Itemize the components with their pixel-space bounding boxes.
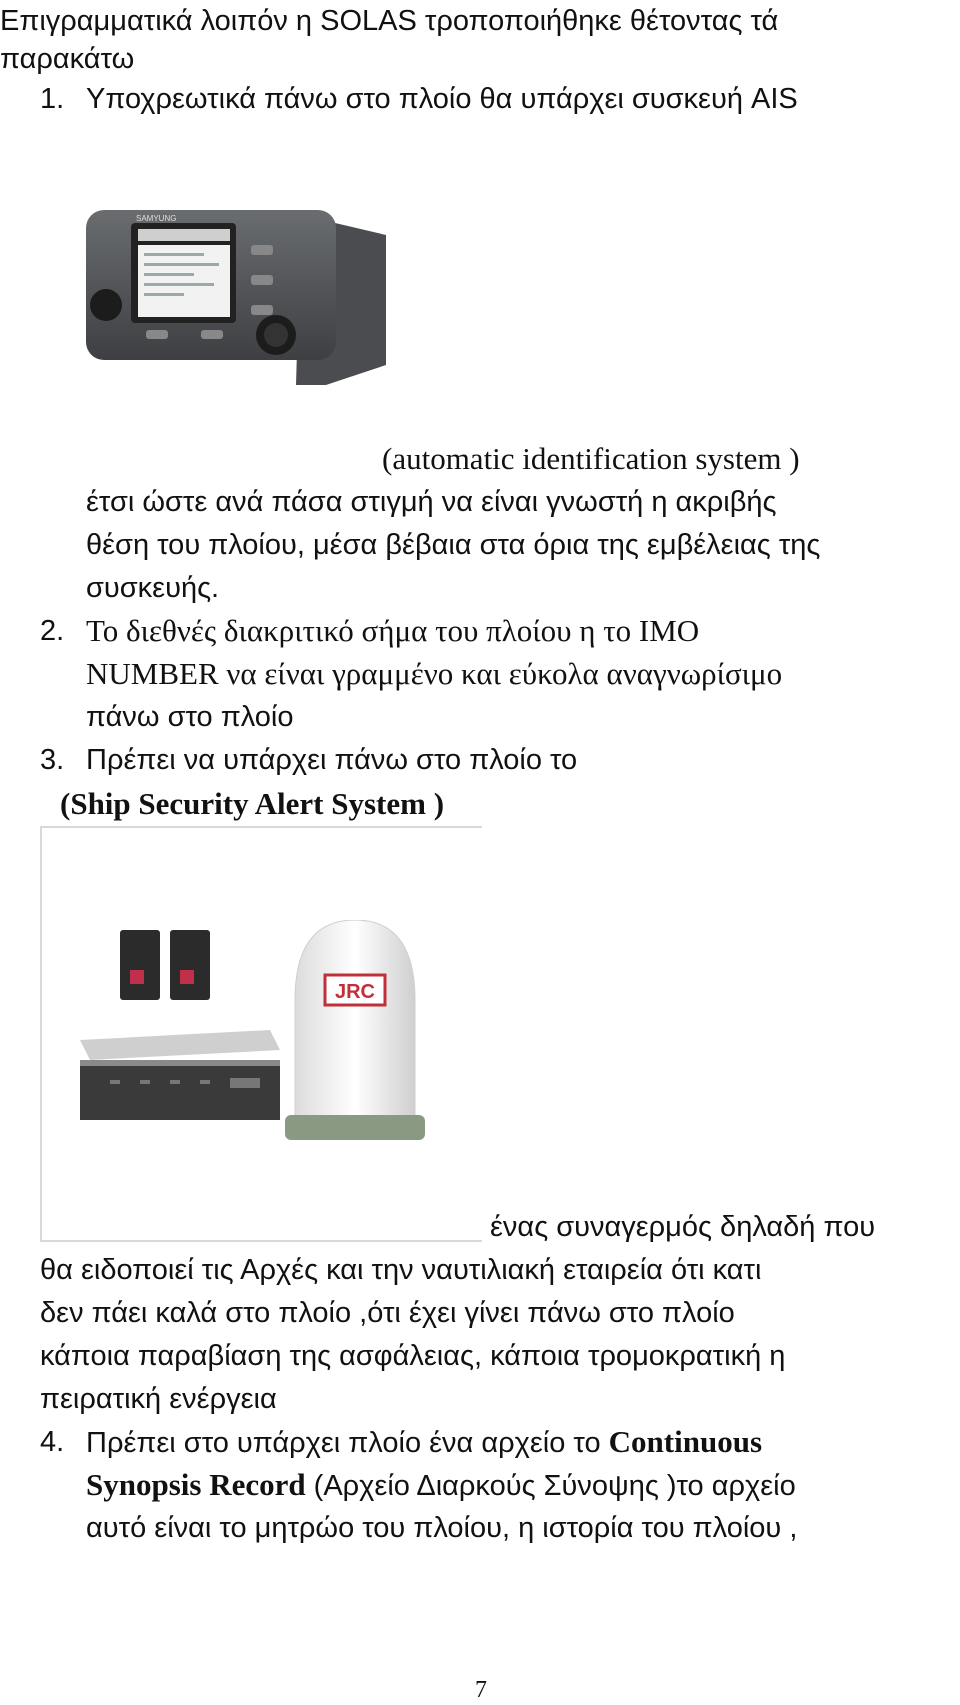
item-4-number: 4. <box>40 1426 65 1458</box>
item-4-line-1 <box>86 1423 762 1462</box>
intro-line-2: παρακάτω <box>0 43 135 75</box>
item-1-line-3: έτσι ώστε ανά πάσα στιγμή να είναι γνωστή η ακριβής <box>86 486 777 518</box>
item-2-number: 2. <box>40 615 65 647</box>
item-4-line-3: αυτό είναι το μητρώο του πλοίου, η ιστορία του πλοίου , <box>86 1512 798 1544</box>
item-1-number: 1. <box>40 83 65 115</box>
ais-brand-label: SAMYUNG <box>136 214 177 223</box>
item-4-bold-continuous: Continuous <box>608 1424 763 1459</box>
ssas-brand-label: JRC <box>334 981 376 1003</box>
item-4-text-a: Πρέπει στο υπάρχει πλοίο ένα αρχείο το <box>86 1427 609 1459</box>
item-3-line-1: Πρέπει να υπάρχει πάνω στο πλοίο το <box>86 744 578 776</box>
ais-device-image <box>86 205 406 385</box>
page-number: 7 <box>475 1677 487 1703</box>
item-3-line-2: (Ship Security Alert System ) <box>60 786 445 821</box>
item-1-line-5: συσκευής. <box>86 572 220 604</box>
item-1-line-2: (automatic identification system ) <box>382 441 800 476</box>
item-4-line-2 <box>86 1466 796 1505</box>
intro-line-1: Επιγραμματικά λοιπόν η SOLAS τροποποιήθηκε θέτοντας τά <box>0 5 779 37</box>
item-2-line-1: Το διεθνές διακριτικό σήμα του πλοίου η το IMO <box>86 613 700 648</box>
item-3-line-3: ένας συναγερμός δηλαδή που <box>490 1211 876 1243</box>
item-2-line-2: NUMBER να είναι γραμμένο και εύκολα αναγνωρίσιμο <box>86 656 783 691</box>
item-4-text-d: (Αρχείο Διαρκούς Σύνοψης )το αρχείο <box>305 1470 796 1502</box>
item-4-bold-synopsis: Synopsis Record <box>86 1467 306 1502</box>
item-1-line-1: Υποχρεωτικά πάνω στο πλοίο θα υπάρχει συσκευή AIS <box>86 83 798 115</box>
item-3-number: 3. <box>40 744 65 776</box>
item-3-line-5: δεν πάει καλά στο πλοίο ,ότι έχει γίνει πάνω στο πλοίο <box>40 1297 735 1329</box>
item-3-line-4: θα ειδοποιεί τις Αρχές και την ναυτιλιακή εταιρεία ότι κατι <box>40 1254 762 1286</box>
item-3-line-6: κάποια παραβίαση της ασφάλειας, κάποια τρομοκρατική η <box>40 1340 786 1372</box>
item-3-line-7: πειρατική ενέργεια <box>40 1383 277 1415</box>
ssas-device-image <box>70 920 450 1150</box>
item-2-line-3: πάνω στο πλοίο <box>86 701 294 733</box>
item-1-line-4: θέση του πλοίου, μέσα βέβαια στα όρια της εμβέλειας της <box>86 529 821 561</box>
